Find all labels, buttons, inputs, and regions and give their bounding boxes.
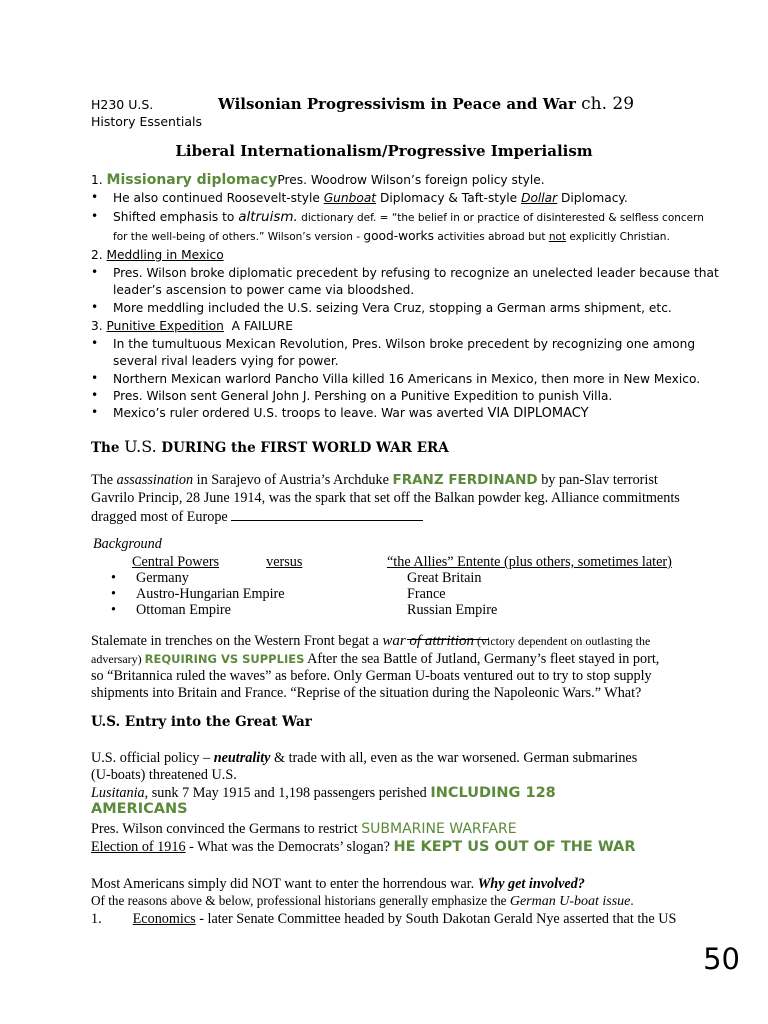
text-run: He also continued Roosevelt-style (113, 191, 324, 205)
section-1-number: 1. (91, 173, 103, 187)
americans-text: AMERICANS (91, 801, 188, 817)
list-item-continuation (113, 229, 670, 243)
allied-power-item: Great Britain (407, 570, 482, 586)
via-diplomacy-text: VIA DIPLOMACY (487, 406, 589, 421)
chapter-label: ch. 29 (581, 94, 635, 114)
list-item (113, 209, 704, 225)
bullet: • (91, 265, 99, 279)
list-item (113, 372, 700, 386)
bullet: • (91, 300, 99, 314)
versus-text: versus (266, 554, 303, 570)
franz-ferdinand-text: FRANZ FERDINAND (392, 472, 538, 488)
entry-section-heading: U.S. Entry into the Great War (91, 714, 312, 730)
paragraph-line (91, 651, 659, 668)
central-power-item: Germany (136, 570, 189, 586)
gunboat-term: Gunboat (323, 191, 377, 205)
list-item (113, 301, 672, 315)
section-3-heading (91, 319, 293, 333)
war-of-attrition-term: war of attrition (382, 633, 475, 649)
item-number: 1. (91, 911, 102, 927)
text-run: Pres. Wilson sent General John J. Pershing on a Punitive Expedition to punish Villa. (113, 389, 613, 403)
central-power-item: Austro-Hungarian Empire (136, 586, 285, 602)
list-item (113, 406, 589, 421)
good-works-term: good-works (363, 229, 434, 243)
economics-term: Economics (132, 911, 196, 927)
text-run: (victory dependent on outlasting the (474, 634, 651, 648)
text-run: leader’s ascension to power came via bloodshed. (113, 283, 415, 297)
text-run: In the tumultuous Mexican Revolution, Pres. Wilson broke precedent by recognizing one among (113, 337, 696, 351)
text-run: After the sea Battle of Jutland, Germany’s fleet stayed in port, (304, 651, 660, 667)
allied-power-item: Russian Empire (407, 602, 498, 618)
allied-power-item: France (407, 586, 446, 602)
paragraph-line (91, 472, 658, 489)
slogan-text: HE KEPT US OUT OF THE WAR (393, 839, 636, 855)
text-run: several rival leaders vying for power. (113, 354, 339, 368)
bullet: • (91, 336, 99, 350)
section-3-title: Punitive Expedition (106, 319, 224, 333)
paragraph-line (91, 507, 423, 526)
paragraph-line: so “Britannica ruled the waves” as before. Only German U-boats ventured out to try to stop supply (91, 668, 652, 684)
paragraph-line (91, 633, 650, 650)
election-1916-term: Election of 1916 (91, 839, 186, 855)
text-run: More meddling included the U.S. seizing Vera Cruz, stopping a German arms shipment, etc. (113, 301, 672, 315)
text-run: . (630, 893, 634, 908)
page-number: 50 (703, 942, 740, 976)
paragraph-line (91, 839, 636, 856)
text-run: Central Powers (132, 554, 220, 570)
text-run: - later Senate Committee headed by South Dakotan Gerald Nye asserted that the US (195, 911, 677, 927)
section-1-title: Missionary diplomacy (106, 172, 278, 188)
text-run: dragged most of Europe (91, 509, 232, 525)
page-subtitle: Liberal Internationalism/Progressive Imperialism (175, 142, 593, 160)
us-text: U.S. (124, 437, 157, 456)
text-run: Most Americans simply did NOT want to enter the horrendous war. (91, 876, 478, 892)
section-3-number: 3. (91, 319, 103, 333)
course-line-2: History Essentials (91, 114, 202, 129)
course-label (91, 96, 202, 130)
war-section-heading (91, 437, 449, 456)
text-run: Mexico’s ruler ordered U.S. troops to leave. War was averted (113, 406, 488, 420)
paragraph-line (91, 750, 637, 767)
dollar-term: Dollar (521, 191, 558, 205)
text-run: The (91, 440, 125, 456)
text-run: Diplomacy & Taft-style (376, 191, 522, 205)
bullet: • (91, 190, 99, 204)
including-128-text: INCLUDING 128 (430, 785, 556, 801)
text-run: , sunk 7 May 1915 and 1,198 passengers perished (144, 785, 431, 801)
uboat-issue-term: German U-boat issue (509, 894, 631, 909)
paragraph-line: Gavrilo Princip, 28 June 1914, was the spark that set off the Balkan powder keg. Alliance commitments (91, 490, 680, 506)
notes-outline (91, 172, 719, 432)
text-run: Pres. Wilson broke diplomatic precedent by refusing to recognize an unelected leader because that (113, 266, 719, 280)
bullet: • (91, 388, 99, 402)
section-1-description: Pres. Woodrow Wilson’s foreign policy style. (277, 173, 545, 187)
list-item (113, 191, 628, 205)
bullet: • (111, 602, 116, 618)
bullet: • (111, 570, 116, 586)
list-item (113, 389, 612, 403)
neutrality-term: neutrality (213, 750, 271, 766)
text-run: activities abroad but (433, 231, 549, 243)
not-term: not (548, 231, 567, 243)
why-involved-text: Why get involved? (477, 876, 585, 892)
list-item-continuation (113, 283, 414, 297)
text-run: Stalemate in trenches on the Western Front begat a (91, 633, 383, 649)
paragraph-line (91, 821, 517, 838)
paragraph-line (91, 876, 585, 893)
section-2-heading (91, 248, 224, 262)
altruism-term: altruism. (238, 209, 298, 225)
text-run: U.S. official policy – (91, 750, 214, 766)
central-powers-header (132, 554, 378, 571)
text-run: The (91, 472, 117, 488)
central-power-item: Ottoman Empire (136, 602, 231, 618)
text-run: in Sarajevo of Austria’s Archduke (193, 472, 393, 488)
list-item (113, 266, 719, 280)
fill-in-blank (231, 507, 423, 521)
bullet: • (91, 209, 99, 223)
lusitania-term: Lusitania (91, 785, 145, 801)
paragraph-line: (U-boats) threatened U.S. (91, 767, 237, 783)
definition-text: dictionary def. = “the belief in or practice of disinterested & selfless concern (297, 212, 704, 224)
allies-header: “the Allies” Entente (plus others, sometimes later) (387, 554, 672, 570)
text-run: Diplomacy. (557, 191, 628, 205)
section-2-title: Meddling in Mexico (106, 248, 224, 262)
text-run: Northern Mexican warlord Pancho Villa killed 16 Americans in Mexico, then more in New Mexico. (113, 372, 701, 386)
background-label: Background (93, 536, 162, 552)
list-item (113, 337, 695, 351)
requiring-supplies-text: REQUIRING VS SUPPLIES (144, 652, 305, 666)
bullet: • (91, 371, 99, 385)
list-item-continuation (113, 354, 339, 368)
numbered-item (91, 911, 676, 928)
text-run: DURING the FIRST WORLD WAR ERA (156, 440, 449, 456)
text-run: Pres. Wilson convinced the Germans to restrict (91, 821, 362, 837)
page-title-text: Wilsonian Progressivism in Peace and War (218, 95, 576, 113)
page-title (218, 94, 634, 114)
bullet: • (111, 586, 116, 602)
text-run: Of the reasons above & below, professional historians generally emphasize the (91, 893, 510, 908)
paragraph-line (91, 785, 556, 802)
section-1-heading (91, 172, 545, 188)
text-run: explicitly Christian. (566, 231, 670, 243)
section-2-number: 2. (91, 248, 103, 262)
text-run: & trade with all, even as the war worsened. German submarines (270, 750, 638, 766)
submarine-warfare-text: SUBMARINE WARFARE (361, 821, 517, 837)
assassination-term: assassination (116, 472, 194, 488)
course-line-1: H230 U.S. (91, 97, 154, 112)
text-run: Shifted emphasis to (113, 210, 239, 224)
section-3-note: A FAILURE (231, 319, 293, 333)
text-run: - What was the Democrats’ slogan? (185, 839, 394, 855)
paragraph-line: shipments into Britain and France. “Reprise of the situation during the Napoleonic Wars.” What? (91, 685, 642, 701)
bullet: • (91, 405, 99, 419)
text-run: for the well-being of others.” Wilson’s version - (113, 231, 364, 243)
paragraph-line (91, 893, 634, 910)
text-run: by pan-Slav terrorist (537, 472, 658, 488)
text-run: adversary) (91, 652, 145, 666)
